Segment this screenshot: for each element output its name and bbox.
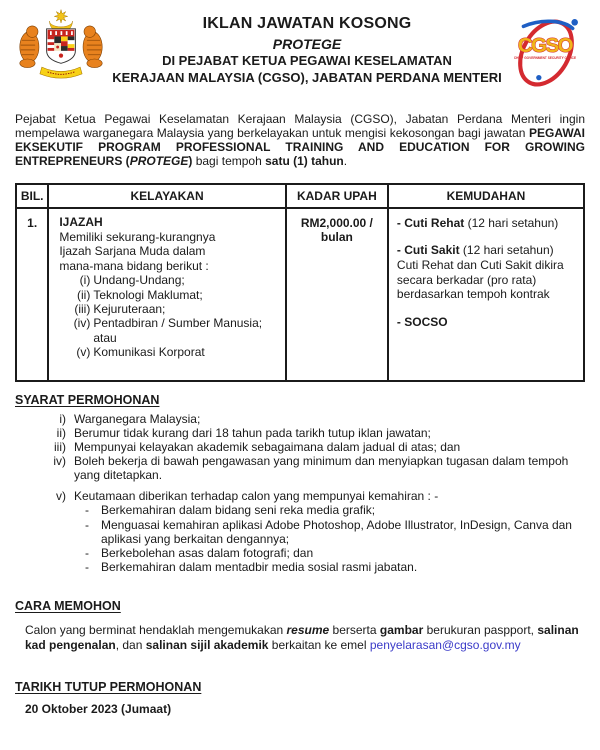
header-org-line: DI PEJABAT KETUA PEGAWAI KESELAMATAN bbox=[162, 52, 452, 68]
list-item-number: iv) bbox=[53, 454, 66, 468]
list-item bbox=[40, 489, 585, 503]
section-heading: CARA MEMOHON bbox=[15, 599, 121, 614]
table-row bbox=[16, 208, 584, 381]
email-link[interactable]: penyelarasan@cgso.gov.my bbox=[369, 638, 521, 653]
section-cara-memohon bbox=[15, 599, 585, 653]
intro-text: Pejabat Ketua Pegawai Keselamatan Kerajaan Malaysia (CGSO), Jabatan Perdana Menteri ingin mempelawa warganegara Malaysia yang berkelayakan untuk mengisi kekosongan bagi jawatan bbox=[15, 112, 585, 141]
apply-text: berukuran paspport, bbox=[423, 623, 538, 638]
field-item bbox=[63, 302, 277, 316]
list-item-text: Boleh bekerja di bawah pengawasan yang minimum dan menyiapkan tugasan dalam tempoh yang ditetapkan. bbox=[74, 454, 569, 483]
cgso-orbit-icon bbox=[507, 10, 585, 94]
field-item-text: Undang-Undang; bbox=[93, 273, 185, 288]
benefit-note: Cuti Rehat dan Cuti Sakit dikira secara berkadar (pro rata) berdasarkan tempoh kontrak bbox=[396, 257, 564, 302]
salinan-sijil-bold: salinan sijil akademik bbox=[145, 638, 269, 653]
benefit-item bbox=[397, 216, 579, 231]
field-item-number: (iv) bbox=[73, 316, 91, 331]
sublist-item-text: Berkemahiran dalam mentadbir media sosial rasmi jabatan. bbox=[101, 560, 418, 575]
list-item bbox=[40, 412, 585, 426]
field-item-text: Komunikasi Korporat bbox=[93, 345, 205, 360]
sublist-item-text: Berkemahiran dalam bidang seni reka media grafik; bbox=[101, 503, 376, 518]
section-tarikh-tutup bbox=[15, 680, 585, 716]
field-item bbox=[63, 288, 277, 302]
section-syarat-permohonan bbox=[15, 393, 585, 575]
list-item-number: iii) bbox=[54, 439, 66, 454]
sublist-item-text: Berkebolehan asas dalam fotografi; dan bbox=[101, 545, 314, 560]
benefit-name: - Cuti Rehat bbox=[396, 215, 465, 230]
resume-bold: resume bbox=[286, 623, 330, 638]
list-item bbox=[40, 440, 585, 454]
intro-text: bagi tempoh bbox=[192, 154, 266, 169]
sublist-item bbox=[85, 546, 585, 560]
skills-sublist bbox=[85, 503, 585, 574]
requirements-list bbox=[15, 412, 585, 504]
apply-text: Calon yang berminat hendaklah mengemukakan bbox=[25, 623, 287, 638]
sublist-item bbox=[85, 503, 585, 517]
list-item bbox=[40, 426, 585, 440]
col-header-kadar: KADAR UPAH bbox=[286, 184, 388, 208]
header-title-block bbox=[107, 8, 507, 87]
cgso-logo bbox=[507, 8, 585, 99]
jata-negara-icon bbox=[15, 8, 107, 86]
field-item-number: (i) bbox=[79, 273, 91, 288]
sublist-item-text: Menguasai kemahiran aplikasi Adobe Photoshop, Adobe Illustrator, InDesign, Canva dan aplikasi yang berkaitan dengannya; bbox=[101, 517, 572, 546]
document-header bbox=[15, 8, 585, 99]
cell-kadar-upah bbox=[286, 208, 388, 381]
col-header-kemudahan: KEMUDAHAN bbox=[388, 184, 584, 208]
vacancy-table bbox=[15, 183, 585, 382]
list-item-number: v) bbox=[56, 489, 66, 504]
closing-date: 20 Oktober 2023 (Jumaat) bbox=[25, 702, 172, 717]
job-title-bold: PEGAWAI EKSEKUTIF PROGRAM PROFESSIONAL TRAINING AND EDUCATION FOR GROWING ENTREPRENEURS ( bbox=[15, 126, 585, 169]
section-heading: TARIKH TUTUP PERMOHONAN bbox=[15, 680, 202, 695]
field-item-number: (ii) bbox=[77, 287, 91, 302]
cell-kelayakan bbox=[48, 208, 286, 381]
dash-bullet: - bbox=[85, 517, 89, 532]
field-item bbox=[63, 345, 277, 359]
sublist-item bbox=[85, 518, 585, 546]
salinan-kp-bold: salinan kad pengenalan bbox=[25, 623, 579, 653]
cgso-logo-subtext: CHIEF GOVERNMENT SECURITY OFFICE bbox=[513, 56, 577, 61]
list-item-text: Keutamaan diberikan terhadap calon yang mempunyai kemahiran : - bbox=[74, 489, 439, 504]
dash-bullet: - bbox=[85, 560, 89, 575]
cgso-logo-text: CGSO bbox=[517, 34, 573, 58]
intro-text: . bbox=[343, 154, 348, 169]
cell-kemudahan bbox=[388, 208, 584, 381]
field-item bbox=[63, 273, 277, 287]
list-item-number: ii) bbox=[56, 425, 66, 440]
apply-paragraph bbox=[25, 623, 583, 653]
table-header-row bbox=[16, 184, 584, 208]
apply-text: berserta bbox=[329, 623, 380, 638]
job-title-bold: ) bbox=[188, 154, 193, 169]
cell-bil: 1. bbox=[16, 208, 48, 381]
duration-bold: satu (1) tahun bbox=[265, 154, 344, 169]
salary-line2: bulan bbox=[320, 230, 353, 245]
benefit-item bbox=[397, 243, 579, 258]
page-subtitle: PROTEGE bbox=[272, 35, 342, 52]
field-item bbox=[63, 316, 277, 345]
protege-italic: PROTEGE bbox=[129, 154, 189, 169]
qualification-title: IJAZAH bbox=[59, 214, 103, 229]
list-item-text: Berumur tidak kurang dari 18 tahun pada tarikh tutup iklan jawatan; bbox=[74, 425, 431, 440]
benefit-name: - Cuti Sakit bbox=[396, 243, 460, 258]
gambar-bold: gambar bbox=[379, 623, 424, 638]
benefit-item: - SOCSO bbox=[396, 314, 448, 329]
list-item bbox=[40, 454, 585, 482]
col-header-bil: BIL. bbox=[16, 184, 48, 208]
col-header-kelayakan: KELAYAKAN bbox=[48, 184, 286, 208]
section-heading: SYARAT PERMOHONAN bbox=[15, 392, 160, 407]
field-item-number: (v) bbox=[76, 345, 91, 360]
benefit-detail: (12 hari setahun) bbox=[464, 215, 559, 230]
salary-line1: RM2,000.00 / bbox=[300, 215, 373, 230]
field-item-text: Teknologi Maklumat; bbox=[93, 287, 203, 302]
list-item-text: Warganegara Malaysia; bbox=[74, 411, 201, 426]
page-title: IKLAN JAWATAN KOSONG bbox=[202, 15, 412, 32]
field-item-text: Kejuruteraan; bbox=[93, 301, 166, 316]
malaysia-coat-of-arms-logo bbox=[15, 8, 107, 91]
intro-paragraph bbox=[15, 112, 585, 169]
qualification-desc: Memiliki sekurang-kurangnya Ijazah Sarjana Muda dalam mana-mana bidang berikut : bbox=[59, 230, 216, 273]
header-org-line: KERAJAAN MALAYSIA (CGSO), JABATAN PERDANA MENTERI bbox=[112, 69, 502, 85]
apply-text: , dan bbox=[115, 638, 146, 653]
field-item-text: Pentadbiran / Sumber Manusia; atau bbox=[93, 316, 263, 345]
field-item-number: (iii) bbox=[74, 301, 91, 316]
list-item-number: i) bbox=[59, 411, 66, 426]
benefit-detail: (12 hari setahun) bbox=[459, 243, 554, 258]
apply-text: berkaitan ke emel bbox=[268, 638, 370, 653]
dash-bullet: - bbox=[85, 503, 89, 518]
list-item-text: Mempunyai kelayakan akademik sebagaimana dalam jadual di atas; dan bbox=[74, 439, 461, 454]
sublist-item bbox=[85, 560, 585, 574]
dash-bullet: - bbox=[85, 545, 89, 560]
